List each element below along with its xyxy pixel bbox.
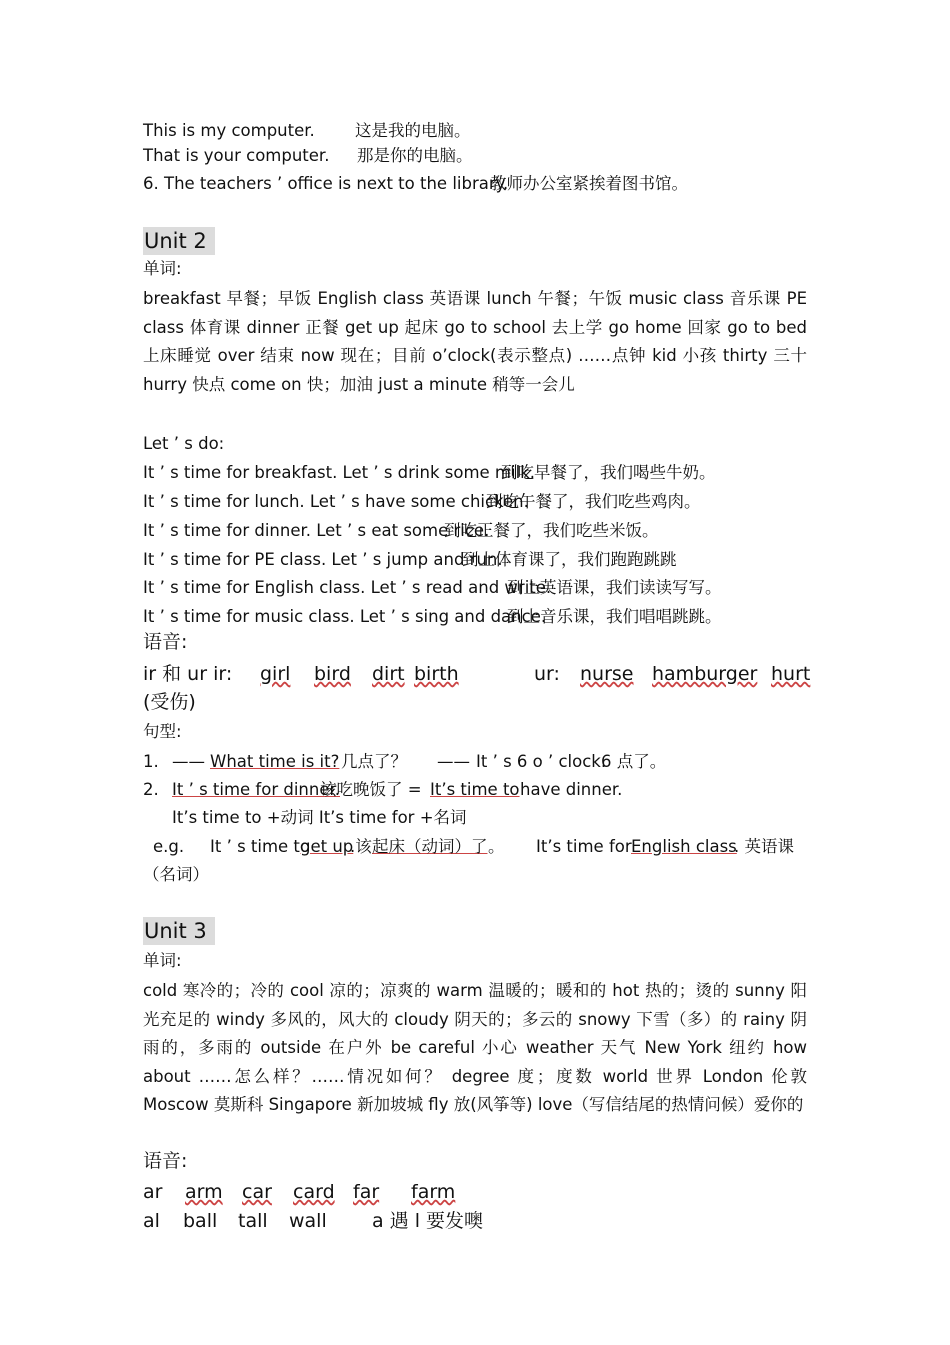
letsdo-cn: 到吃正餐了，我们吃些米饭。 <box>444 521 659 540</box>
letsdo-cn: 到上英语课，我们读读写写。 <box>507 578 722 597</box>
letsdo-en: It ’ s time for PE class. Let ’ s jump and run. <box>143 550 503 569</box>
example-text: . 英语课 <box>734 837 794 856</box>
pattern-dash: —— <box>437 752 470 771</box>
pattern-question: What time is it? <box>210 752 340 771</box>
phonics-word: ball <box>183 1210 218 1232</box>
phonics-word: dirt <box>372 663 405 685</box>
phonics-word: nurse <box>580 663 634 685</box>
phonics-word: far <box>353 1181 380 1203</box>
phonics-word: girl <box>260 663 291 685</box>
sentence-cn: 教师办公室紧挨着图书馆。 <box>490 174 688 193</box>
letsdo-cn: 到上音乐课，我们唱唱跳跳。 <box>507 607 722 626</box>
unit-heading: Unit 2 <box>143 227 215 255</box>
phonics-word: car <box>242 1181 272 1203</box>
section-label: 语音: <box>143 1150 188 1172</box>
sentence-en: 6. The teachers ’ office is next to the library. <box>143 174 509 193</box>
example-text: 。 <box>488 837 505 856</box>
vocabulary-paragraph: cold 寒冷的；冷的 cool 凉的；凉爽的 warm 温暖的；暖和的 hot 热的；烫的 sunny 阳光充足的 windy 多风的，风大的 cloudy 阴天的；多云的 snowy 下雪（多）的 rainy 阴雨的，多雨的 outside 在户外 be careful 小心 weather 天气 New York 纽约 how about ……怎么样？……情况如何？ degree 度；度数 world 世界 London 伦敦 Moscow 莫斯科 Singapore 新加坡城 fly 放(风筝等) love（写信结尾的热情问候）爱你的 <box>143 981 807 1115</box>
phonics-intro: ur: <box>534 663 560 685</box>
pattern-sentence: have dinner. <box>520 780 623 799</box>
phonics-word: tall <box>238 1210 268 1232</box>
sentence-cn: 那是你的电脑。 <box>357 146 473 165</box>
letsdo-cn: 到上体育课了，我们跑跑跳跳 <box>462 550 677 569</box>
phonics-note: (受伤) <box>143 691 196 713</box>
phonics-word: arm <box>185 1181 223 1203</box>
section-label: 单词: <box>143 259 182 278</box>
sentence-en: This is my computer. <box>143 121 315 140</box>
phonics-intro: ar <box>143 1181 163 1203</box>
phonics-note: a 遇 l 要发噢 <box>372 1210 484 1232</box>
pattern-number: 1. <box>143 752 159 771</box>
pattern-question-cn: 几点了？ <box>341 752 407 771</box>
unit-heading: Unit 3 <box>143 917 215 945</box>
example-verb: get up <box>300 837 354 856</box>
letsdo-cn: 到吃早餐了，我们喝些牛奶。 <box>501 463 716 482</box>
example-text: It ’ s time to <box>210 837 310 856</box>
sentence-cn: 这是我的电脑。 <box>355 121 471 140</box>
example-note: （名词） <box>143 865 209 884</box>
phonics-word: hurt <box>771 663 811 685</box>
pattern-answer: It ’ s 6 o ’ clock. <box>476 752 607 771</box>
letsdo-en: It ’ s time for lunch. Let ’ s have some chicken. <box>143 492 529 511</box>
section-label: 单词: <box>143 951 182 970</box>
example-note: 起床（动词）了 <box>372 837 488 856</box>
letsdo-en: It ’ s time for music class. Let ’ s sing and dance. <box>143 607 547 626</box>
sentence-en: That is your computer. <box>143 146 330 165</box>
phonics-word: card <box>293 1181 335 1203</box>
phonics-intro: ir 和 ur ir: <box>143 663 233 685</box>
pattern-number: 2. <box>143 780 159 799</box>
section-label: 语音: <box>143 631 188 653</box>
section-label: Let ’ s do: <box>143 434 225 453</box>
example-noun: English class <box>631 837 737 856</box>
pattern-rule: It’s time to +动词 It’s time for +名词 <box>172 808 467 827</box>
example-label: e.g. <box>153 837 185 856</box>
example-text: It’s time for <box>536 837 632 856</box>
phonics-word: hamburger <box>652 663 758 685</box>
letsdo-cn: 到吃午餐了，我们吃些鸡肉。 <box>486 492 701 511</box>
pattern-answer-cn: 6 点了。 <box>601 752 667 771</box>
phonics-word: wall <box>289 1210 327 1232</box>
phonics-word: farm <box>411 1181 456 1203</box>
pattern-sentence: It ’ s time for dinner. <box>172 780 341 799</box>
phonics-intro: al <box>143 1210 160 1232</box>
phonics-word: birth <box>414 663 459 685</box>
section-label: 句型: <box>143 722 182 741</box>
vocabulary-paragraph: breakfast 早餐；早饭 English class 英语课 lunch 午餐；午饭 music class 音乐课 PE class 体育课 dinner 正餐 get up 起床 go to school 去上学 go home 回家 go to bed 上床睡觉 over 结束 now 现在；目前 o’clock(表示整点) ……点钟 kid 小孩 thirty 三十 hurry 快点 come on 快；加油 just a minute 稍等一会儿 <box>143 289 807 394</box>
phonics-word: bird <box>314 663 351 685</box>
pattern-structure: It’s time to <box>430 780 520 799</box>
letsdo-en: It ’ s time for English class. Let ’ s read and write. <box>143 578 552 597</box>
example-text: .该 <box>350 837 372 856</box>
letsdo-en: It ’ s time for dinner. Let ’ s eat some rice. <box>143 521 490 540</box>
pattern-sentence-cn: 该吃晚饭了 = <box>320 780 422 799</box>
letsdo-en: It ’ s time for breakfast. Let ’ s drink some milk. <box>143 463 535 482</box>
pattern-dash: —— <box>172 752 205 771</box>
